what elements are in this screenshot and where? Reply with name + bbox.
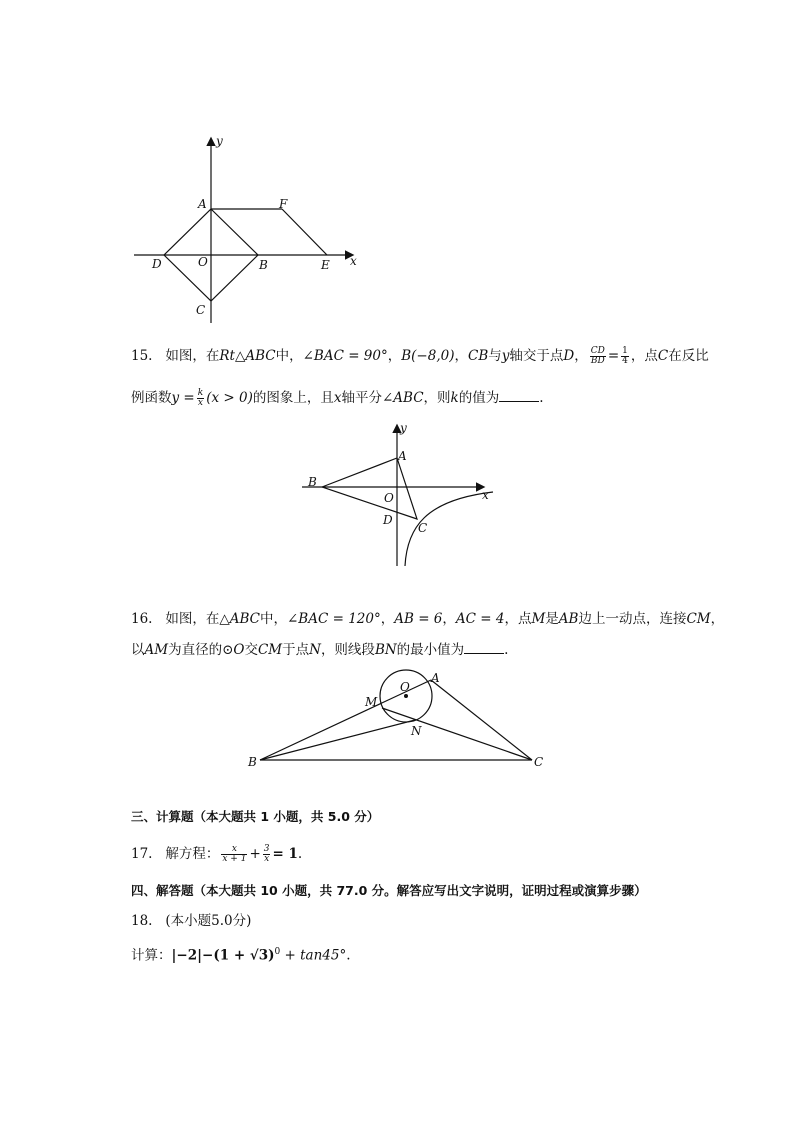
q16-text: ， bbox=[442, 611, 456, 627]
q16-text: 于点 bbox=[282, 642, 310, 658]
label-e: E bbox=[321, 258, 330, 272]
label-a: A bbox=[398, 449, 407, 463]
segment-ac bbox=[431, 680, 532, 760]
q15-text: 轴交于点 bbox=[509, 348, 564, 364]
q16-text: 是 bbox=[545, 611, 559, 627]
q17-text: . bbox=[297, 846, 303, 862]
q18-number: 18. bbox=[131, 913, 153, 929]
q16-line2 bbox=[131, 640, 508, 660]
q16-math: BN bbox=[374, 642, 397, 658]
q15-math: k bbox=[450, 390, 459, 406]
q16-text: . bbox=[504, 642, 509, 658]
q16-text: 中， bbox=[260, 611, 287, 627]
label-c: C bbox=[534, 755, 544, 769]
label-o: O bbox=[384, 491, 394, 505]
q16-text: 交 bbox=[244, 642, 258, 658]
q15-text: ， bbox=[574, 348, 588, 364]
label-f: F bbox=[279, 197, 288, 211]
q15-math: CB bbox=[467, 348, 489, 364]
q17-text: 解方程： bbox=[165, 846, 220, 862]
segment-cm bbox=[382, 708, 532, 760]
q16-text: 为直径的 bbox=[168, 642, 223, 658]
center-point-o bbox=[404, 694, 408, 698]
q15-text: 例函数 bbox=[131, 390, 172, 406]
q16-text: 的最小值为 bbox=[396, 642, 465, 658]
q15-number: 15. bbox=[131, 348, 153, 364]
answer-blank bbox=[464, 641, 504, 654]
label-b: B bbox=[259, 258, 268, 272]
q18-expression-line bbox=[131, 942, 351, 966]
q17-number: 17. bbox=[131, 846, 153, 862]
q15-text: 的图象上，且 bbox=[252, 390, 334, 406]
q16-math: ∠BAC = 120° bbox=[287, 611, 381, 627]
q15-text: ，点 bbox=[630, 348, 658, 364]
q17-math: + bbox=[249, 846, 261, 862]
figure-q16 bbox=[240, 662, 560, 776]
q16-math: ⊙O bbox=[222, 642, 245, 658]
q15-math: D bbox=[563, 348, 575, 364]
q15-text: 在反比 bbox=[668, 348, 709, 364]
q16-text: ， bbox=[710, 611, 725, 627]
q18-math: |−2|−(1 + √3) bbox=[171, 947, 275, 964]
fraction-k-x: $\frac{k}{x}$ bbox=[197, 388, 204, 408]
answer-blank bbox=[499, 389, 539, 402]
figure-q15 bbox=[295, 418, 505, 570]
q16-math: AM bbox=[144, 642, 169, 658]
q16-line1 bbox=[131, 609, 724, 629]
q15-math: C bbox=[657, 348, 669, 364]
q16-math: △ABC bbox=[219, 611, 260, 627]
q16-math: AB = 6 bbox=[394, 611, 443, 627]
label-c: C bbox=[418, 521, 428, 535]
fraction-one-quarter: $\frac{1}{4}$ bbox=[622, 346, 628, 366]
label-n: N bbox=[411, 724, 422, 738]
section-4-heading: 四、解答题（本大题共 10 小题，共 77.0 分。解答应写出文字说明，证明过程或演算步骤） bbox=[131, 883, 647, 898]
q17-math: = 1 bbox=[272, 846, 298, 862]
q16-text: 边上一动点，连接 bbox=[578, 611, 687, 627]
q16-math: CM bbox=[686, 611, 711, 627]
label-y: y bbox=[400, 421, 407, 435]
q15-math: (x > 0) bbox=[206, 390, 253, 406]
label-y: y bbox=[216, 134, 223, 148]
q15-text: ， bbox=[454, 348, 468, 364]
q15-math: x bbox=[333, 390, 342, 406]
label-b: B bbox=[248, 755, 257, 769]
label-x: x bbox=[482, 488, 489, 502]
q15-line2 bbox=[131, 388, 544, 408]
q15-text: 中， bbox=[275, 348, 303, 364]
q18-text: 计算： bbox=[131, 947, 172, 964]
fraction-3-over-x: $\frac{3}{x}$ bbox=[263, 844, 270, 864]
label-a: A bbox=[431, 671, 440, 685]
q18-exponent: 0 bbox=[274, 947, 281, 957]
q15-math: = bbox=[607, 348, 620, 364]
q17-line bbox=[131, 844, 302, 864]
q15-math: B(−8,0) bbox=[401, 348, 455, 364]
q18-math: + tan45° bbox=[280, 947, 347, 964]
q15-line1 bbox=[131, 346, 709, 366]
q15-text: . bbox=[539, 390, 544, 406]
section-3-heading: 三、计算题（本大题共 1 小题，共 5.0 分） bbox=[131, 809, 380, 824]
q16-math: AB bbox=[558, 611, 579, 627]
label-x: x bbox=[350, 254, 357, 268]
q15-text: ， bbox=[387, 348, 402, 364]
q16-math: N bbox=[309, 642, 321, 658]
segment-fe bbox=[282, 209, 327, 255]
q15-math: y bbox=[501, 348, 510, 364]
q16-math: AC = 4 bbox=[455, 611, 505, 627]
q15-math: ∠ABC bbox=[381, 390, 424, 406]
q15-text: 的值为 bbox=[458, 390, 500, 406]
q18-text: . bbox=[346, 947, 351, 964]
q16-text: ，点 bbox=[504, 611, 532, 627]
label-b: B bbox=[308, 475, 317, 489]
q15-text: 如图，在 bbox=[165, 348, 220, 364]
figure-q14 bbox=[120, 125, 380, 330]
q16-text: ，则线段 bbox=[320, 642, 375, 658]
label-d: D bbox=[383, 513, 393, 527]
q15-text: ，则 bbox=[423, 390, 451, 406]
q16-text: ， bbox=[380, 611, 395, 627]
triangle-abc bbox=[322, 458, 417, 519]
q15-math: ∠BAC = 90° bbox=[302, 348, 388, 364]
fraction-x-over-x-plus-1: $\frac{x}{x + 1}$ bbox=[222, 844, 247, 864]
q15-text: 轴平分 bbox=[341, 390, 382, 406]
label-o: O bbox=[198, 255, 208, 269]
q15-text: 与 bbox=[488, 348, 502, 364]
label-c: C bbox=[196, 303, 206, 317]
label-m: M bbox=[365, 695, 378, 709]
q15-math: y = bbox=[171, 390, 195, 406]
q16-text: 如图，在 bbox=[165, 611, 220, 627]
q16-math: CM bbox=[257, 642, 283, 658]
label-o: O bbox=[400, 680, 410, 694]
q15-math: Rt△ABC bbox=[219, 348, 276, 364]
q16-text: 以 bbox=[131, 642, 145, 658]
q18-header bbox=[131, 911, 251, 931]
fraction-cd-bd: $\frac{CD}{BD}$ bbox=[590, 346, 605, 366]
label-d: D bbox=[152, 257, 162, 271]
label-a: A bbox=[198, 197, 207, 211]
q18-score: (本小题5.0分) bbox=[165, 913, 252, 929]
segment-bn bbox=[260, 720, 415, 760]
q16-number: 16. bbox=[131, 611, 153, 627]
q16-math: M bbox=[531, 611, 546, 627]
